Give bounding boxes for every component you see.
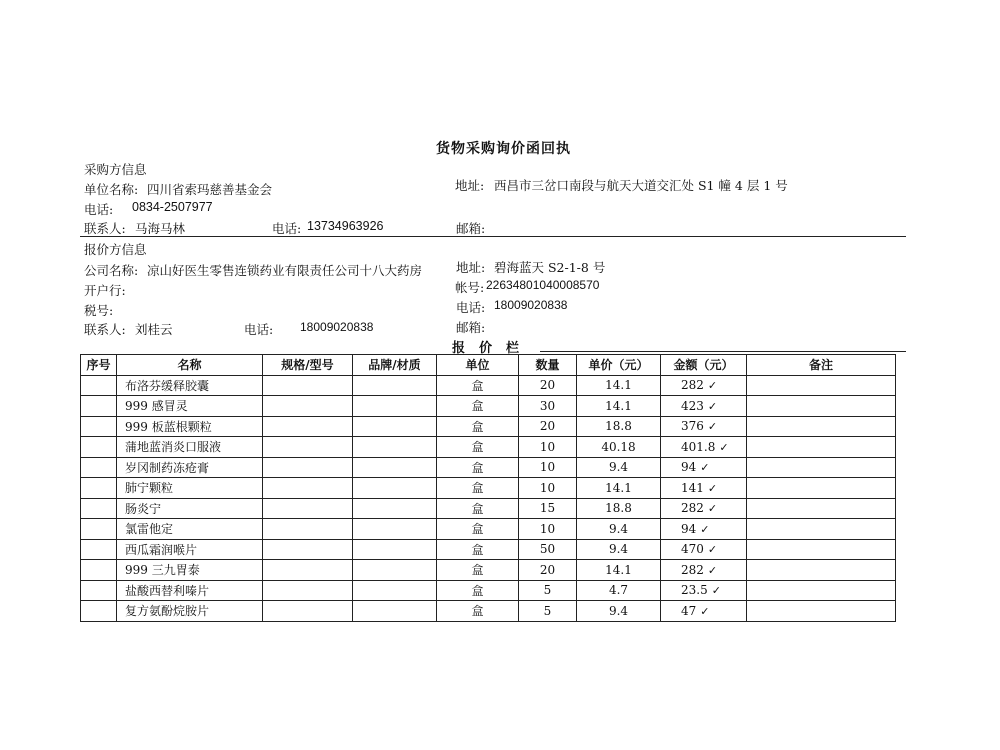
col-header-spec: 规格/型号 <box>263 355 353 376</box>
page-title: 货物采购询价函回执 <box>436 141 571 157</box>
table-row <box>81 375 896 396</box>
cell-note <box>747 416 896 437</box>
amount-value: 141 <box>681 480 704 495</box>
quoter-bank-label: 开户行: <box>84 283 126 298</box>
cell-amount <box>661 580 747 601</box>
cell-spec <box>263 601 353 622</box>
cell-note <box>747 498 896 519</box>
col-header-brand: 品牌/材质 <box>353 355 437 376</box>
check-mark-icon: ✓ <box>719 440 729 454</box>
cell-amount <box>661 478 747 499</box>
amount-value: 282 <box>681 501 704 516</box>
buyer-phone-value: 0834-2507977 <box>132 200 213 214</box>
quote-table <box>80 354 896 622</box>
check-mark-icon: ✓ <box>700 522 710 536</box>
cell-price: 14.1 <box>577 478 661 499</box>
buyer-email-label: 邮箱: <box>456 221 486 236</box>
cell-name: 盐酸西替利嗪片 <box>117 580 263 601</box>
cell-brand <box>353 478 437 499</box>
cell-price: 14.1 <box>577 560 661 581</box>
cell-spec <box>263 498 353 519</box>
table-row <box>81 601 896 622</box>
col-header-name: 名称 <box>117 355 263 376</box>
table-row <box>81 560 896 581</box>
cell-name: 复方氨酚烷胺片 <box>117 601 263 622</box>
buyer-divider <box>80 236 906 237</box>
cell-spec <box>263 519 353 540</box>
cell-no <box>81 437 117 458</box>
buyer-contact-label: 联系人: <box>84 221 126 236</box>
check-mark-icon: ✓ <box>707 420 718 434</box>
check-mark-icon: ✓ <box>711 584 721 598</box>
cell-note <box>747 396 896 417</box>
cell-unit: 盒 <box>437 519 519 540</box>
cell-brand <box>353 580 437 601</box>
cell-qty: 20 <box>519 375 577 396</box>
cell-spec <box>263 580 353 601</box>
cell-spec <box>263 396 353 417</box>
cell-qty: 15 <box>519 498 577 519</box>
buyer-contact-phone-value: 13734963926 <box>307 219 384 233</box>
cell-amount <box>661 437 747 458</box>
cell-unit: 盒 <box>437 478 519 499</box>
table-row <box>81 498 896 519</box>
col-header-qty: 数量 <box>519 355 577 376</box>
cell-amount <box>661 416 747 437</box>
cell-brand <box>353 519 437 540</box>
buyer-unit-label: 单位名称: <box>84 182 139 197</box>
col-header-unit: 单位 <box>437 355 519 376</box>
cell-unit: 盒 <box>437 457 519 478</box>
table-row <box>81 519 896 540</box>
cell-price: 9.4 <box>577 539 661 560</box>
cell-spec <box>263 375 353 396</box>
quote-header-rule <box>540 351 906 352</box>
cell-price: 18.8 <box>577 498 661 519</box>
cell-name: 布洛芬缓释胶囊 <box>117 375 263 396</box>
cell-note <box>747 560 896 581</box>
amount-value: 94 <box>681 460 697 475</box>
cell-no <box>81 498 117 519</box>
cell-spec <box>263 539 353 560</box>
quoter-contact-phone-value: 18009020838 <box>300 320 374 334</box>
amount-value: 401.8 <box>681 439 716 454</box>
amount-value: 23.5 <box>681 583 708 598</box>
buyer-contact-value: 马海马林 <box>135 221 186 236</box>
cell-price: 9.4 <box>577 601 661 622</box>
cell-name: 999 板蓝根颗粒 <box>117 416 263 437</box>
buyer-unit-value: 四川省索玛慈善基金会 <box>147 182 273 197</box>
cell-no <box>81 519 117 540</box>
table-row <box>81 437 896 458</box>
cell-price: 9.4 <box>577 457 661 478</box>
amount-value: 423 <box>681 398 704 413</box>
cell-amount <box>661 498 747 519</box>
quoter-account-label: 帐号: <box>455 280 485 295</box>
cell-spec <box>263 560 353 581</box>
col-header-price: 单价（元） <box>577 355 661 376</box>
cell-no <box>81 539 117 560</box>
cell-amount <box>661 457 747 478</box>
cell-brand <box>353 498 437 519</box>
cell-brand <box>353 416 437 437</box>
buyer-address-value: 西昌市三岔口南段与航天大道交汇处 S1 幢 4 层 1 号 <box>494 178 788 193</box>
cell-no <box>81 560 117 581</box>
col-header-no: 序号 <box>81 355 117 376</box>
table-row <box>81 457 896 478</box>
cell-price: 18.8 <box>577 416 661 437</box>
cell-brand <box>353 560 437 581</box>
check-mark-icon: ✓ <box>707 399 718 413</box>
cell-amount <box>661 539 747 560</box>
quoter-company-label: 公司名称: <box>84 263 139 278</box>
quoter-address-value: 碧海蓝天 S2-1-8 号 <box>494 260 606 275</box>
quoter-heading: 报价方信息 <box>84 242 147 257</box>
cell-amount <box>661 375 747 396</box>
cell-unit: 盒 <box>437 601 519 622</box>
buyer-contact-phone-label: 电话: <box>272 221 302 236</box>
cell-note <box>747 601 896 622</box>
cell-name: 蒲地蓝消炎口服液 <box>117 437 263 458</box>
cell-brand <box>353 375 437 396</box>
cell-unit: 盒 <box>437 560 519 581</box>
cell-no <box>81 478 117 499</box>
cell-note <box>747 457 896 478</box>
check-mark-icon: ✓ <box>700 461 710 475</box>
cell-no <box>81 601 117 622</box>
cell-unit: 盒 <box>437 416 519 437</box>
col-header-amount: 金额（元） <box>661 355 747 376</box>
table-row <box>81 580 896 601</box>
cell-brand <box>353 539 437 560</box>
cell-qty: 5 <box>519 580 577 601</box>
quote-section-title: 报价栏 <box>452 341 534 356</box>
cell-price: 40.18 <box>577 437 661 458</box>
buyer-heading: 采购方信息 <box>84 162 147 177</box>
amount-value: 94 <box>681 521 697 536</box>
cell-name: 肠炎宁 <box>117 498 263 519</box>
cell-note <box>747 519 896 540</box>
quoter-tax-label: 税号: <box>84 303 114 318</box>
quoter-company-value: 凉山好医生零售连锁药业有限责任公司十八大药房 <box>147 263 423 278</box>
amount-value: 47 <box>681 603 697 618</box>
amount-value: 282 <box>681 378 704 393</box>
quoter-contact-phone-label: 电话: <box>244 322 274 337</box>
cell-price: 14.1 <box>577 396 661 417</box>
check-mark-icon: ✓ <box>707 502 718 516</box>
cell-name: 西瓜霜润喉片 <box>117 539 263 560</box>
cell-name: 岁冈制药冻疮膏 <box>117 457 263 478</box>
cell-unit: 盒 <box>437 375 519 396</box>
cell-name: 999 三九胃泰 <box>117 560 263 581</box>
check-mark-icon: ✓ <box>707 543 718 557</box>
quoter-contact-value: 刘桂云 <box>135 322 173 337</box>
check-mark-icon: ✓ <box>707 563 718 577</box>
cell-qty: 20 <box>519 560 577 581</box>
cell-unit: 盒 <box>437 437 519 458</box>
cell-qty: 50 <box>519 539 577 560</box>
cell-qty: 30 <box>519 396 577 417</box>
cell-no <box>81 416 117 437</box>
quoter-phone-label: 电话: <box>456 300 486 315</box>
check-mark-icon: ✓ <box>700 604 710 618</box>
cell-price: 4.7 <box>577 580 661 601</box>
cell-qty: 5 <box>519 601 577 622</box>
cell-no <box>81 396 117 417</box>
buyer-address-label: 地址: <box>455 178 485 193</box>
quoter-address-label: 地址: <box>456 260 486 275</box>
cell-brand <box>353 396 437 417</box>
cell-unit: 盒 <box>437 539 519 560</box>
cell-unit: 盒 <box>437 396 519 417</box>
buyer-phone-label: 电话: <box>84 202 114 217</box>
cell-qty: 10 <box>519 519 577 540</box>
cell-name: 999 感冒灵 <box>117 396 263 417</box>
cell-name: 氯雷他定 <box>117 519 263 540</box>
table-row <box>81 539 896 560</box>
cell-price: 9.4 <box>577 519 661 540</box>
cell-spec <box>263 457 353 478</box>
cell-note <box>747 539 896 560</box>
table-header-row <box>81 355 896 376</box>
cell-brand <box>353 457 437 478</box>
cell-spec <box>263 416 353 437</box>
amount-value: 470 <box>681 542 704 557</box>
table-row <box>81 478 896 499</box>
cell-amount <box>661 396 747 417</box>
cell-name: 肺宁颗粒 <box>117 478 263 499</box>
cell-brand <box>353 601 437 622</box>
cell-qty: 10 <box>519 437 577 458</box>
cell-no <box>81 375 117 396</box>
cell-amount <box>661 560 747 581</box>
cell-note <box>747 478 896 499</box>
cell-price: 14.1 <box>577 375 661 396</box>
cell-amount <box>661 601 747 622</box>
cell-brand <box>353 437 437 458</box>
amount-value: 376 <box>681 419 704 434</box>
cell-no <box>81 580 117 601</box>
cell-qty: 20 <box>519 416 577 437</box>
cell-spec <box>263 478 353 499</box>
cell-note <box>747 437 896 458</box>
table-row <box>81 396 896 417</box>
cell-note <box>747 375 896 396</box>
cell-unit: 盒 <box>437 498 519 519</box>
quoter-email-label: 邮箱: <box>456 320 486 335</box>
cell-qty: 10 <box>519 457 577 478</box>
col-header-note: 备注 <box>747 355 896 376</box>
table-row <box>81 416 896 437</box>
check-mark-icon: ✓ <box>707 481 718 495</box>
cell-amount <box>661 519 747 540</box>
cell-qty: 10 <box>519 478 577 499</box>
amount-value: 282 <box>681 562 704 577</box>
cell-unit: 盒 <box>437 580 519 601</box>
cell-no <box>81 457 117 478</box>
quoter-contact-label: 联系人: <box>84 322 126 337</box>
quoter-account-value: 22634801040008570 <box>486 278 600 292</box>
quoter-phone-value: 18009020838 <box>494 298 568 312</box>
check-mark-icon: ✓ <box>707 379 718 393</box>
cell-spec <box>263 437 353 458</box>
cell-note <box>747 580 896 601</box>
